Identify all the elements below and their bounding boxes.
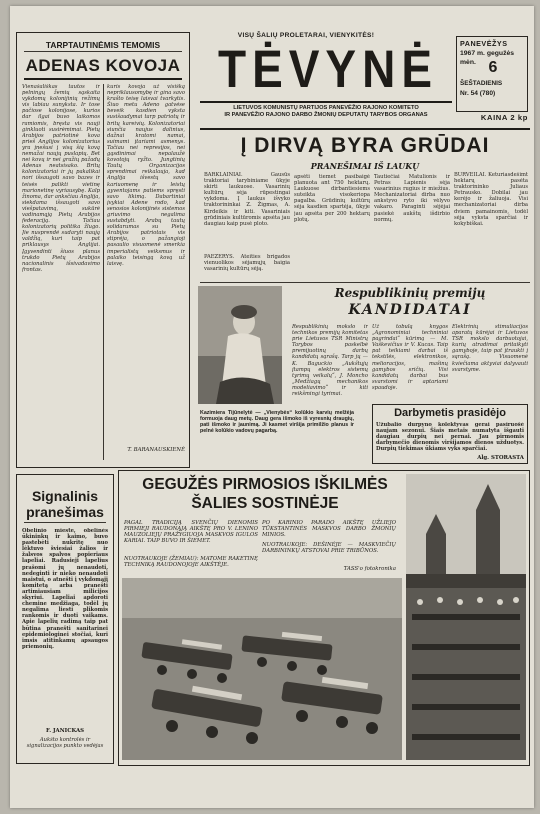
bottom-story-text1: PAGAL TRADICIJĄ SVENČIŲ DIENOMIS PIRMIEJI RAUDONĄJĄ AIKŠTĘ PRO V. LENINO MAUZOLIEJŲ PRAŽYGIUOJA MASKVOS IGULOS KARIAI. TAIP BUVO IR ŠIEMET. [124, 520, 258, 545]
masthead-city: PANEVĖŽYS [460, 39, 508, 48]
notice-author: F. JANICKAS [45, 728, 85, 734]
prizes-col3: Elektrinių stimuliacijos aparatų kūrėjai ir Lietuvos TSR mokslo darbuotojai, kurių atradimai pritaikyti gamyboje, taip pat įtraukti į sąrašą. Visuomenė kviečiama aktyviai dalyvauti svarstyme. [452, 324, 528, 373]
left-article-col-divider [103, 84, 104, 460]
top-story-col3: Tautiečiai Matulionis ir Petras Lapienis sėja vasarinius rugius ir miežius. Mechanizatoriai dirba nuo ankstyvo ryto iki vėlyvo vakaro. Paraginti sėjėjai pasiekė aukštų išdirbio normų. [374, 174, 450, 223]
left-article-col1: Vienašališkas tautos ir pelningų žemių sąskaita vykdomų kolonijinių režimų vis labiau sunyksta. Ir tose pačiose kolonijose, kurios dar ilgai buvo laikomos ramiomis, bręsta vis nauji ginkluoti susirėmimai. Pietų Arabijos patriotinė kova prieš Anglijos kolonizatorius yra įnešusi į visą šią kovą nemažai naujų puslapių. Bet nei kovų ir nei gražių pažadų Adenas neatsisako. Britų kolonizatoriai ir jų pakalikai nori išsaugoti savo bazes ir teisės palikti vietinę marionetinę vyriausybę. Kalp žinoma, dar anksčiau Anglija, siekdama išsaugoti savo viešpatavimą, sukūrė vadinamąją Pietų Arabijos federaciją. Tačiau kolonizatorių politika žlugo. Jie nusprendė sudaryti naują valdžią, kuri taip pat priklausys Anglijai. Įgyvendinti šiuos planus trukdo Pietų Arabijos nacionalinis išsivadavimo frontas. [22, 84, 100, 273]
bottom-story-text4: NUOTRAUKOJE: DEŠINĖJE — MASKVIEČIŲ DARBININKŲ ATSTOVAI PRIE TRIBŪNOS. [262, 542, 396, 555]
parade-photo [122, 578, 402, 760]
masthead-motto: VISŲ ŠALIŲ PROLETARAI, VIENYKITĖS! [237, 32, 375, 39]
masthead-day: 6 [488, 59, 498, 76]
prizes-headline-2: KANDIDATAI [348, 302, 472, 318]
bottom-story-text3: PO KARINIO PARADO AIKŠTĘ UŽLIEJO TŪKSTANTINĖS MASKVOS DARBO ŽMONIŲ MINIOS. [262, 520, 396, 539]
masthead-issue: Nr. 54 (780) [460, 90, 496, 97]
notice-headline-2: pranešimas [26, 504, 104, 520]
top-story-col1: BARKLAINIAI. Gausūs traktoriai tarybiniame ūkyje skirti laukuose. Vasarinių kultūrų sėja rūpestingai vykdoma. Į laukus išvyko traktorininkai Z. Žigmas, A. Kirdeikis ir kiti. Vasariniais grūdiniais kultūromis apsėta jau daugiau kaip pusė ploto. [204, 172, 290, 227]
notice-author-note: Aukšto kontrolės ir signalizacijos punkto vedėjas [26, 737, 104, 750]
notice-body: Obelinio mieste, obelinės ūkininkų ir kaimo, buvo pastebėti nukritę nuo lėktuvo šviesiai žalios ir žalsvos spalvos popieriaus lapeliai. Radusieji lapelius prašomi jų nenaudoti, nedeginti ir nieko nenaudoti maistui, o atnešti į vykdomąjį komitetą arba pranešti artimiausiam milicijos skyriui. Lapeliai apdoroti chemine medžiaga, todėl jų negalima liesti plikomis rankomis ir duoti vaikams. Apie lapelių radimą taip pat būtina pranešti sanitarinei epidemiologinei stočiai, kuri imsis atitinkamų apsaugos priemonių. [22, 528, 108, 650]
top-story-rule-bottom [200, 282, 530, 283]
notice-rule [24, 522, 106, 523]
masthead-rule [200, 101, 452, 103]
kicker-rule [24, 51, 182, 52]
masthead-publisher-2: IR PANEVĖŽIO RAJONO DARBO ŽMONIŲ DEPUTATŲ TARYBOS ORGANAS [224, 112, 428, 118]
milkmaid-caption: Kazimiera Tijūnelytė — „Vienybės“ kolūkio karvių melžėja formuoja daug metų. Daug gera išmoko iš vyresnių draugių, pati išmoko ir jaunimą. Ji kasmet viršija primilžio planus ir pelnė kolūkio vadovų pagarbą. [200, 410, 354, 435]
masthead-publisher-1: LIETUVOS KOMUNISTŲ PARTIJOS PANEVĖŽIO RAJONO KOMITETO [233, 105, 419, 111]
top-story-rule-top [200, 128, 530, 130]
masthead-price: KAINA 2 kp [480, 113, 528, 122]
prizes-col2: Už tobulą knygos „Agronominiai techniniai pagrindai“ kūrimą — M. Vaškevičius ir V. Kucas. Taip pat teikiami darbai iš tekstilės, elektronikos, melioracijos, mašinų gamybos sričių. Visi kandidatų darbai bus svarstomi ir aptariami spaudoje. [372, 324, 448, 391]
top-story-col1b: PAEŽERYS. Ateities brigados vienuolikos sėjamųjų baigia vasarinių kultūrų sėją. [204, 254, 290, 273]
top-story-headline: Į DIRVĄ BYRA GRŪDAI [240, 134, 490, 157]
parade-photo-image [122, 578, 402, 760]
left-article-col2: kuris kovoja už visišką nepriklausomybę ir gina savo krašto teisę laisvai tvarkytis. Šiuo metu Adeno gatvėse beveik kasdien vyksta susišaudymai tarp patriotų ir britų kareivių. Kolonizatoriai siunčia naujus dalinius, dažnai kratomi namai, suimami įtariami asmenys. Tačiau nei represijos, nei gąsdinimai nepalaužė kovotojų ryžto. Jungtinių Tautų Organizacijos sprendimai reikalauja, kad Anglija išvestų savo kariuomenę ir leistų gyventojams patiems spręsti savo likimą. Dabartiniai įvykiai Adene rodo, kad senosios kolonijinės sistemos griuvimo negalima sustabdyti. Arabų tautų solidarumas su Pietų Arabijos patriotais vis stiprėja, o pažangioji pasaulio visuomenė smerkia imperialistų veiksmus ir palaiko teisingą kovą už laisvę. [107, 84, 185, 267]
bottom-story-text2: NUOTRAUKOJE (ŽEMIAU): MATOME RAKETINĘ TECHNIKĄ RAUDONOJOJE AIKŠTĖJE. [124, 556, 258, 569]
left-article-headline: ADENAS KOVOJA [25, 56, 181, 75]
prizes-headline-1: Respublikinių premijų [334, 286, 486, 300]
headline-rule [24, 78, 182, 80]
kremlin-photo [406, 474, 526, 760]
kremlin-photo-image [406, 474, 526, 760]
milkmaid-photo-image [198, 286, 282, 404]
masthead-weekday: ŠEŠTADIENIS [460, 80, 503, 87]
top-story-col4: BURVEILAI. Keturiasdešimt hektarų pasėta traktorininko Juliaus Petrausko. Dobilai jau kerėjo ir žaliuoja. Visi mechanizatoriai dirba dviem pamainomis, todėl sėja vyksta sparčiai ir kokybiškai. [454, 172, 528, 227]
bottom-story-headline-1: GEGUŽĖS PIRMOSIOS IŠKILMĖS [142, 476, 388, 493]
newspaper-page [10, 6, 534, 808]
masthead-title: TĖVYNĖ [217, 38, 439, 99]
bottom-story-headline-2: ŠALIES SOSTINĖJE [191, 495, 339, 512]
darbymetis-author: Alg. STORASTA [477, 455, 524, 461]
left-article-kicker: TARPTAUTINĖMIS TEMOMIS [45, 40, 161, 50]
top-story-col2: apsėti tiemet pasibaigė planuota ant 750 hektarų. Laukuose dirbantiesiems suteikta visokeriopa pagalba. Grūdinių kultūrų sėja kasdien spartėja, ūkyje jau apsėta per 200 hektarų plotų. [294, 174, 370, 223]
masthead-date: 1967 m. gegužės mėn. [460, 50, 515, 66]
bottom-story-credit: TASS'o fotokronika [343, 566, 396, 572]
notice-headline-1: Signalinis [31, 488, 99, 504]
prizes-col1: Respublikinių mokslo ir technikos premijų komitetas prie Lietuvos TSR Ministrų Tarybos paskelbė premijuotinų darbų kandidatų sąrašą. Tarp jų — K. Baguckio „Aukštųjų įtampų elektros sistemų tyrimų veikalų“, J. Moncho „Medžiagų mechanikos modeliavimo“ ir kiti reikšmingi tyrimai. [292, 324, 368, 398]
darbymetis-headline: Darbymetis prasidėjo [394, 407, 506, 419]
darbymetis-body: Užubalio durpyno kolektyvas gerai pasiruošė naujam sezonui. Šiais metais numatyta išgauti daugiau durpių nei pernai. Jau pirmomis darbymečio dienomis viršijamos dienos užduotys. Durpių tiekimas ūkiams vyks sparčiai. [376, 422, 524, 452]
left-article-author: T. BARANAUSKIENĖ [127, 447, 185, 453]
top-story-subhead: PRANEŠIMAI IŠ LAUKŲ [310, 161, 420, 171]
milkmaid-photo [198, 286, 282, 404]
